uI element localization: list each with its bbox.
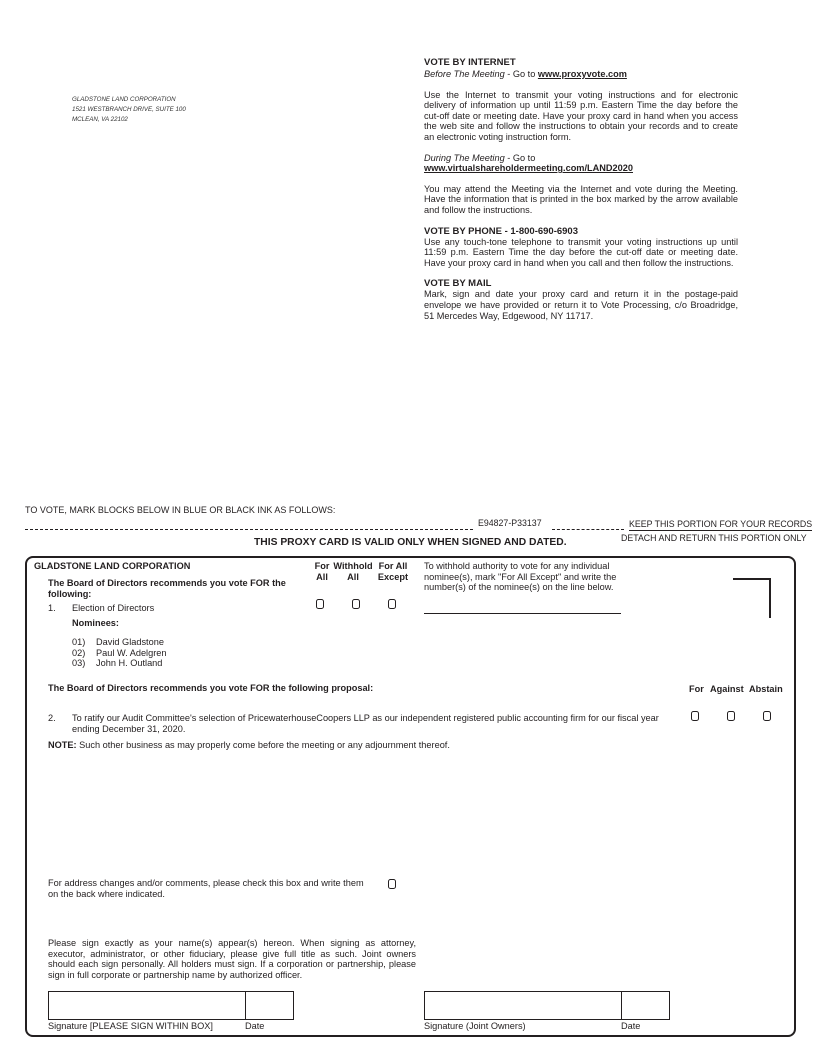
address-change-text: For address changes and/or comments, please check this box and write them on the back where indicated. — [48, 878, 364, 899]
signature-box[interactable] — [48, 991, 246, 1020]
vote-internet-before — [424, 69, 738, 80]
nominees-list — [72, 637, 166, 669]
vote-mail-heading: VOTE BY MAIL — [424, 278, 492, 290]
board-recommendation-2: The Board of Directors recommends you vote FOR the following proposal: — [48, 683, 374, 693]
proposal-against-checkbox[interactable] — [727, 711, 735, 721]
valid-notice: THIS PROXY CARD IS VALID ONLY WHEN SIGNED AND DATED. — [254, 537, 567, 548]
nominee-name: David Gladstone — [96, 637, 164, 647]
proposal-for-checkbox[interactable] — [691, 711, 699, 721]
nominee-item — [72, 658, 166, 669]
control-number-bracket — [733, 578, 771, 618]
during-goto: - Go to — [504, 152, 536, 163]
col-for-all — [312, 561, 332, 582]
mailing-company: GLADSTONE LAND CORPORATION — [72, 96, 176, 103]
vote-internet-body: Use the Internet to transmit your voting instructions and for electronic delivery of information up until 11:59 p.m. Eastern Time the day before the cut-off date or meeting date. Have your proxy card in hand when you access the web site and follow the instructions to obtain your records and to create an electronic voting instruction form. — [424, 89, 738, 142]
withhold-all-checkbox[interactable] — [352, 599, 360, 609]
during-meeting-label: During The Meeting — [424, 152, 505, 163]
nominee-number: 03) — [72, 658, 86, 669]
for-all-except-checkbox[interactable] — [388, 599, 396, 609]
note-text: Such other business as may properly come before the meeting or any adjournment thereof. — [76, 740, 450, 750]
joint-date-box[interactable] — [621, 991, 670, 1020]
date-label: Date — [245, 1021, 265, 1031]
keep-portion-label: KEEP THIS PORTION FOR YOUR RECORDS — [629, 519, 813, 529]
note-line — [48, 740, 450, 751]
proxyvote-link[interactable]: www.proxyvote.com — [537, 69, 627, 79]
nominee-name: Paul W. Adelgren — [96, 647, 167, 658]
address-change-checkbox[interactable] — [388, 879, 396, 889]
joint-date-label: Date — [621, 1021, 641, 1031]
nominees-label: Nominees: — [72, 618, 119, 628]
perforation-mid — [552, 529, 624, 530]
item2-number: 2. — [48, 713, 56, 723]
nominee-exception-line[interactable] — [424, 613, 621, 614]
item2-text: To ratify our Audit Committee's selection of PricewaterhouseCoopers LLP as our independent registered public accounting firm for our fiscal year ending December 31, 2020. — [72, 713, 659, 734]
vote-phone-heading: VOTE BY PHONE - 1-800-690-6903 — [424, 225, 579, 237]
joint-signature-label: Signature (Joint Owners) — [424, 1021, 526, 1031]
mailing-address — [72, 95, 186, 125]
date-box[interactable] — [245, 991, 294, 1020]
signature-label: Signature [PLEASE SIGN WITHIN BOX] — [48, 1021, 213, 1031]
detach-portion-label: DETACH AND RETURN THIS PORTION ONLY — [621, 533, 807, 543]
col-except-line2: Except — [377, 571, 409, 582]
virtual-meeting-link[interactable]: www.virtualshareholdermeeting.com/LAND2020 — [424, 163, 633, 174]
vote-phone-body: Use any touch-tone telephone to transmit your voting instructions up until 11:59 p.m. Eastern Time the day before the cut-off date or meeting date. Have your proxy card in hand when you call and then follow the instructions. — [424, 236, 738, 268]
col-except-line1: For All — [378, 561, 408, 571]
proposal-abstain-checkbox[interactable] — [763, 711, 771, 721]
withhold-instructions: To withhold authority to vote for any individual nominee(s), mark "For All Except" and write the number(s) of the nominee(s) on the line below. — [424, 561, 617, 593]
control-code: E94827-P33137 — [478, 518, 542, 528]
col-withhold-line1: Withhold — [333, 561, 373, 571]
vote-internet-body-2: You may attend the Meeting via the Internet and vote during the Meeting. Have the information that is printed in the box marked by the arrow available and follow the instructions. — [424, 183, 738, 215]
joint-signature-box[interactable] — [424, 991, 622, 1020]
vote-mail-body: Mark, sign and date your proxy card and return it in the postage-paid envelope we have provided or return it to Vote Processing, c/o Broadridge, 51 Mercedes Way, Edgewood, NY 11717. — [424, 289, 738, 321]
before-meeting-label: Before The Meeting — [424, 69, 505, 79]
card-company: GLADSTONE LAND CORPORATION — [34, 561, 191, 571]
nominee-number: 02) — [72, 647, 86, 658]
col-for-all-line2: All — [316, 571, 328, 582]
vote-internet-heading: VOTE BY INTERNET — [424, 57, 516, 68]
perforation-left — [25, 529, 473, 530]
nominee-number: 01) — [72, 637, 86, 647]
for-all-checkbox[interactable] — [316, 599, 324, 609]
col-abstain: Abstain — [749, 684, 783, 694]
col-withhold-line2: All — [347, 571, 359, 582]
sign-instructions: Please sign exactly as your name(s) appear(s) hereon. When signing as attorney, executor, administrator, or other fiduciary, please give full title as such. Joint owners should each sign personally. All holders must sign. If a corporation or partnership, please sign in full corporate or partnership name by authorized officer. — [48, 938, 416, 980]
nominee-item — [72, 648, 166, 659]
mailing-street: 1521 WESTBRANCH DRIVE, SUITE 100 — [72, 106, 186, 113]
col-against: Against — [710, 684, 744, 694]
before-goto: - Go to — [504, 69, 538, 79]
board-recommendation-1: The Board of Directors recommends you vote FOR the following: — [48, 578, 286, 599]
ink-instructions: TO VOTE, MARK BLOCKS BELOW IN BLUE OR BLACK INK AS FOLLOWS: — [25, 505, 336, 515]
col-for-all-line1: For — [314, 561, 330, 571]
item1-label: Election of Directors — [72, 603, 155, 613]
vote-internet-during — [424, 153, 738, 174]
voting-instructions — [424, 57, 738, 321]
note-label: NOTE: — [48, 740, 77, 750]
col-for: For — [689, 684, 704, 694]
col-withhold-all — [332, 561, 374, 582]
item1-number: 1. — [48, 603, 56, 613]
nominee-item — [72, 637, 166, 648]
nominee-name: John H. Outland — [96, 658, 163, 669]
col-for-all-except — [375, 561, 411, 582]
mailing-city: MCLEAN, VA 22102 — [72, 116, 128, 123]
